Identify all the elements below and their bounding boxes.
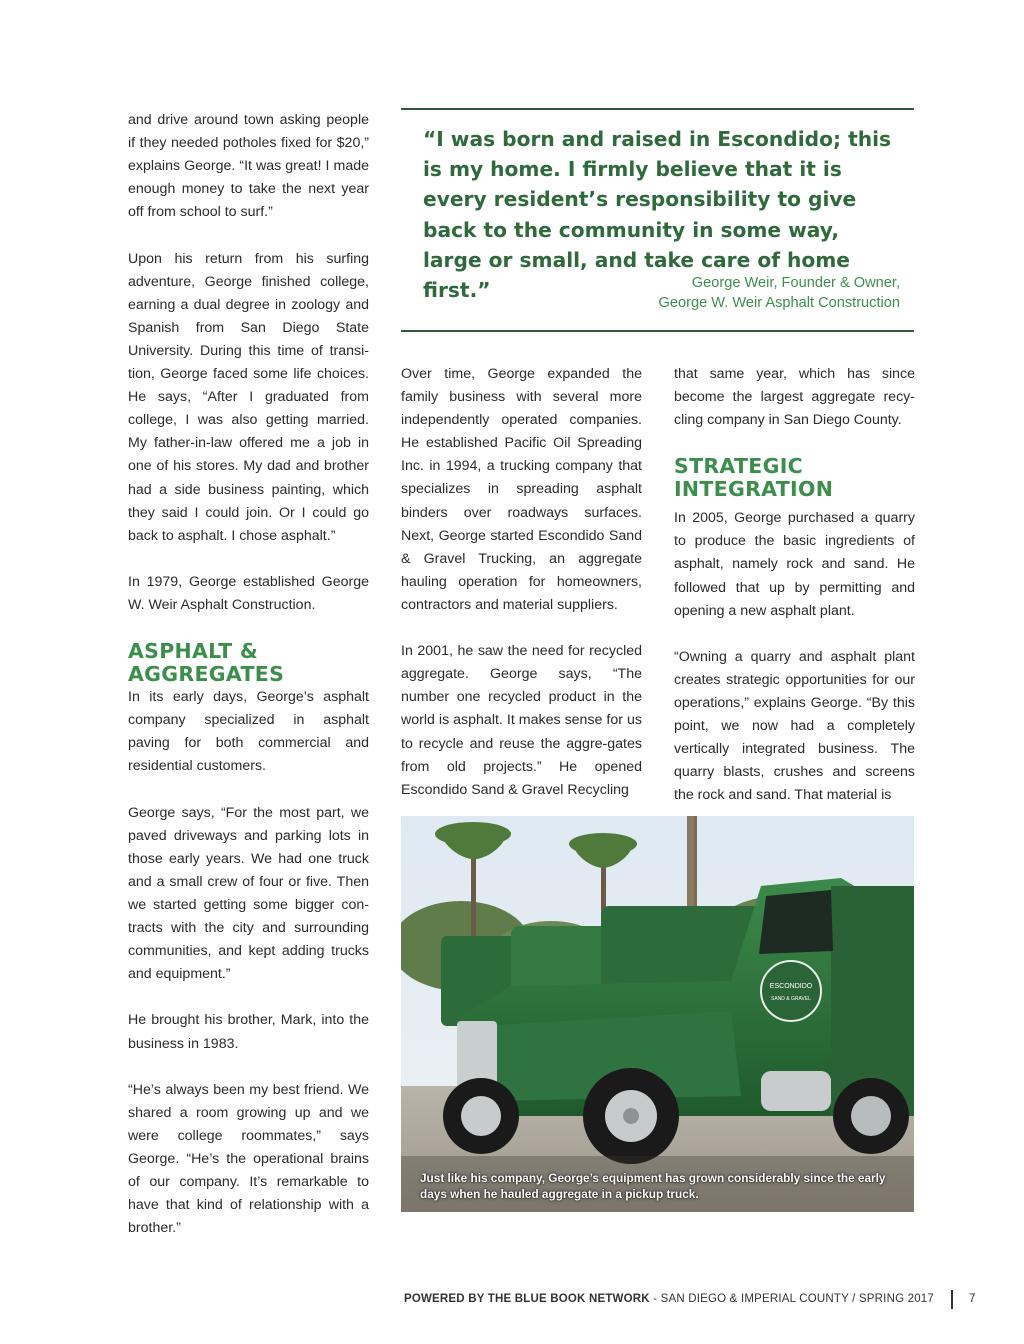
heading-line: ASPHALT & bbox=[128, 639, 259, 664]
paragraph: In 2001, he saw the need for recycled aggregate. George says, “The number one recycled product in the world is asphalt. It makes sense for us to recycle and reuse the aggre-gates from old projects.” He opened Escondido Sand & Gravel Recycling bbox=[401, 643, 642, 798]
paragraph: In 1979, George established George W. Weir Asphalt Construction. bbox=[128, 573, 369, 613]
heading-line: STRATEGIC bbox=[674, 454, 803, 479]
paragraph: In its early days, George’s asphalt company specialized in asphalt paving for both commercial and residential customers. bbox=[128, 689, 369, 775]
page-number: 7 bbox=[969, 1293, 976, 1305]
attribution-line: George W. Weir Asphalt Construction bbox=[658, 294, 900, 311]
footer-brand: POWERED BY THE BLUE BOOK NETWORK bbox=[403, 1293, 650, 1305]
paragraph: Upon his return from his surfing adventure, George finished college, earning a dual degree in zoology and Spanish from San Diego State University. During this time of transi-tion, George faced some life choices. He says, “After I graduated from college, I was also getting married. My father-in-law offered me a job in one of his stores. My dad and brother had a side business painting, which they said I could join. Or I could go back to asphalt. I chose asphalt.” bbox=[128, 250, 369, 544]
heading-line: AGGREGATES bbox=[128, 662, 285, 687]
truck-illustration bbox=[401, 816, 914, 1212]
pull-quote bbox=[401, 108, 914, 332]
wheel-rear bbox=[833, 1078, 909, 1154]
attribution-line: George Weir, Founder & Owner, bbox=[691, 275, 900, 291]
section-heading-asphalt-aggregates bbox=[128, 640, 369, 686]
footer-issue: - SAN DIEGO & IMPERIAL COUNTY / SPRING 2017 bbox=[649, 1293, 934, 1305]
pull-quote-attribution bbox=[659, 274, 900, 313]
footer-divider bbox=[951, 1290, 953, 1309]
pull-quote-text: “I was born and raised in Escondido; this is my home. I firmly believe that it is every resident’s responsibility to give back to the community in some way, large or small, and take care of home first.” bbox=[423, 127, 892, 303]
section-heading-strategic-integration bbox=[674, 455, 915, 501]
column-right bbox=[674, 363, 915, 808]
photo-caption: Just like his company, George’s equipment has grown considerably since the early days when he hauled aggregate in a pickup truck. bbox=[420, 1171, 886, 1201]
truck-photo bbox=[401, 816, 914, 1212]
paragraph: George says, “For the most part, we paved driveways and parking lots in those early years. We had one truck and a small crew of four or five. Then we started getting some bigger con-tracts with the city and surrounding communities, and kept adding trucks and equipment.” bbox=[128, 804, 369, 983]
wheel-front bbox=[583, 1068, 679, 1164]
column-left bbox=[128, 109, 369, 1240]
paragraph: “He’s always been my best friend. We shared a room growing up and we were college roommates,” says George. “He’s the operational brains of our company. It’s remarkable to have that kind of relationship with a brother.” bbox=[128, 1081, 369, 1237]
column-middle bbox=[401, 363, 642, 802]
paragraph: In 2005, George purchased a quarry to produce the basic ingredients of asphalt, namely rock and sand. He followed that up by permitting and opening a new asphalt plant. bbox=[674, 510, 915, 619]
paragraph: that same year, which has since become the largest aggregate recy-cling company in San Diego County. bbox=[674, 366, 915, 429]
wheel-mid bbox=[443, 1078, 519, 1154]
paragraph: Over time, George expanded the family business with several more independently operated companies. He established Pacific Oil Spreading Inc. in 1994, a trucking company that specializes in spreading asphalt binders over roadways surfaces. Next, George started Escondido Sand & Gravel Trucking, an aggregate hauling operation for homeowners, contractors and material suppliers. bbox=[401, 366, 642, 613]
footer-credit bbox=[404, 1293, 934, 1305]
door-logo-line2: SAND & GRAVEL bbox=[771, 996, 811, 1002]
door-logo-line1: ESCONDIDO bbox=[769, 983, 813, 990]
paragraph: “Owning a quarry and asphalt plant creates strategic opportunities for our operations,” explains George. “By this point, we now had a completely vertically integrated business. The quarry blasts, crushes and screens the rock and sand. That material is bbox=[674, 648, 915, 804]
paragraph: He brought his brother, Mark, into the business in 1983. bbox=[128, 1012, 369, 1052]
heading-line: INTEGRATION bbox=[674, 477, 834, 502]
paragraph: and drive around town asking people if they needed potholes fixed for $20,” explains George. “It was great! I made enough money to take the next year off from school to surf.” bbox=[128, 112, 369, 221]
